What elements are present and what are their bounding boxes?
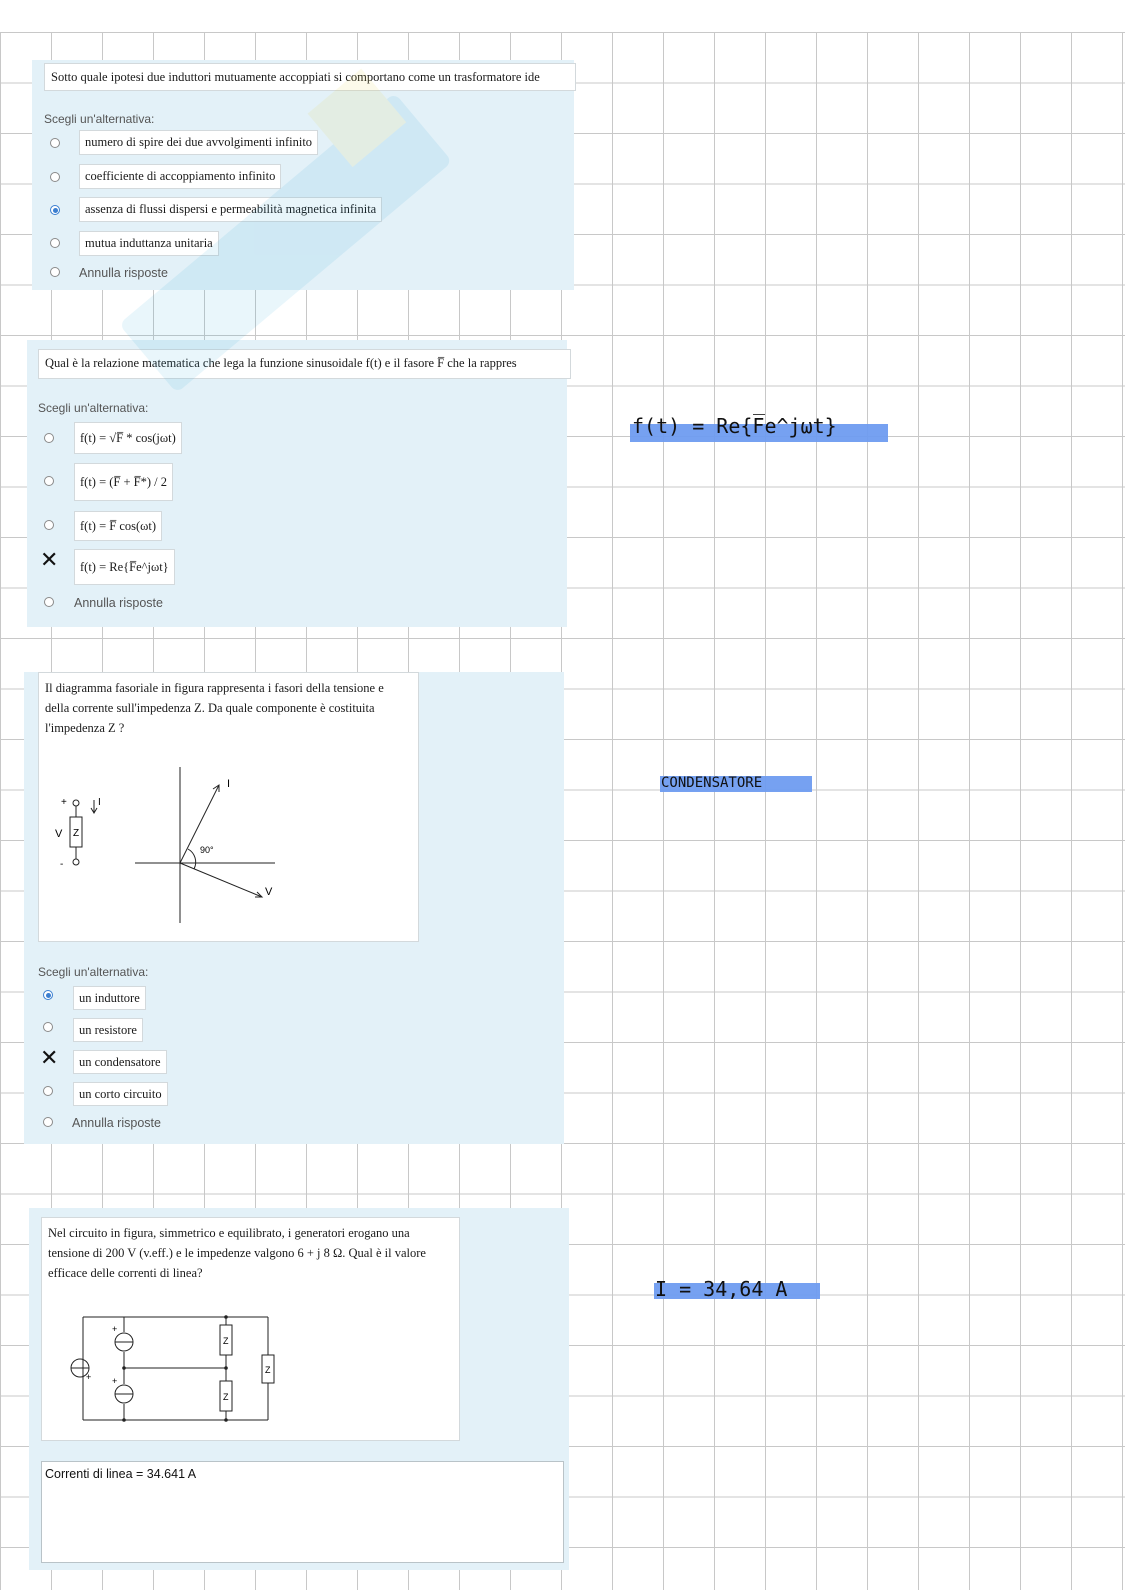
fig-i-label: I xyxy=(98,797,101,808)
q2-option-1-radio[interactable] xyxy=(44,433,54,443)
q1-option-1-radio[interactable] xyxy=(50,138,60,148)
q1-reset-radio[interactable] xyxy=(50,267,60,277)
q1-option-3-radio[interactable] xyxy=(50,205,60,215)
question-3-prompt: Scegli un'alternativa: xyxy=(38,965,149,979)
q3-option-1-radio[interactable] xyxy=(43,990,53,1000)
circuit-plus-1: + xyxy=(112,1324,118,1334)
phasor-v-label: V xyxy=(265,886,273,898)
circuit-plus-3: + xyxy=(86,1372,92,1382)
q3-option-4[interactable]: un corto circuito xyxy=(73,1082,168,1106)
q2-option-3[interactable]: f(t) = F̅ cos(ωt) xyxy=(74,511,162,541)
q1-option-4[interactable]: mutua induttanza unitaria xyxy=(79,231,219,256)
q1-option-3[interactable]: assenza di flussi dispersi e permeabilità magnetica infinita xyxy=(79,197,382,222)
phasor-i-label: I xyxy=(227,778,231,790)
q3-reset-radio[interactable] xyxy=(43,1117,53,1127)
fig-minus-label: - xyxy=(60,859,64,870)
q1-option-4-radio[interactable] xyxy=(50,238,60,248)
q3-option-2-radio[interactable] xyxy=(43,1022,53,1032)
circuit-z3-label: Z xyxy=(265,1365,271,1375)
question-2-prompt: Scegli un'alternativa: xyxy=(38,401,149,415)
circuit-z1-label: Z xyxy=(223,1336,229,1346)
question-3-text: Il diagramma fasoriale in figura rappresenta i fasori della tensione e della corrente sull'impedenza Z. Da quale componente è costituita l'impedenza Z ? xyxy=(39,674,417,738)
circuit-z2-label: Z xyxy=(223,1392,229,1402)
page-top-margin xyxy=(0,0,1125,32)
q2-option-2[interactable]: f(t) = (F̅ + F̅*) / 2 xyxy=(74,463,173,501)
three-phase-circuit-figure xyxy=(66,1305,281,1430)
q1-option-1[interactable]: numero di spire dei due avvolgimenti infinito xyxy=(79,130,318,155)
fig-v-label: V xyxy=(55,828,63,840)
q4-handwritten-answer: I = 34,64 A xyxy=(655,1277,788,1301)
q4-answer-textarea[interactable]: Correnti di linea = 34.641 A xyxy=(41,1461,564,1563)
q2-reset-link[interactable]: Annulla risposte xyxy=(74,596,163,610)
impedance-symbol-figure xyxy=(52,795,112,880)
q2-option-2-radio[interactable] xyxy=(44,476,54,486)
q3-option-2[interactable]: un resistore xyxy=(73,1018,143,1042)
question-1-text: Sotto quale ipotesi due induttori mutuamente accoppiati si comportano come un trasformatore ide xyxy=(44,63,576,91)
question-2-text: Qual è la relazione matematica che lega la funzione sinusoidale f(t) e il fasore F̅ che la rappres xyxy=(38,349,571,379)
q3-option-3[interactable]: un condensatore xyxy=(73,1050,167,1074)
q2-option-3-radio[interactable] xyxy=(44,520,54,530)
fig-z-label: Z xyxy=(73,828,80,839)
q3-handwritten-x-mark: ✕ xyxy=(40,1046,59,1071)
circuit-plus-2: + xyxy=(112,1376,118,1386)
fig-plus-label: + xyxy=(61,797,67,808)
question-4-text: Nel circuito in figura, simmetrico e equilibrato, i generatori erogano una tensione di 200 V (v.eff.) e le impedenze valgono 6 + j 8 Ω. Qual è il valore efficace delle correnti di linea? xyxy=(42,1219,458,1283)
q3-handwritten-answer: CONDENSATORE xyxy=(661,775,763,791)
q3-option-1[interactable]: un induttore xyxy=(73,986,146,1010)
q1-option-2[interactable]: coefficiente di accoppiamento infinito xyxy=(79,164,281,189)
q3-option-4-radio[interactable] xyxy=(43,1086,53,1096)
q2-option-1[interactable]: f(t) = √F̅ * cos(jωt) xyxy=(74,422,182,454)
q2-option-4[interactable]: f(t) = Re{F̅e^jωt} xyxy=(74,549,175,585)
q3-reset-link[interactable]: Annulla risposte xyxy=(72,1116,161,1130)
q1-option-2-radio[interactable] xyxy=(50,172,60,182)
phasor-diagram-figure xyxy=(130,765,290,925)
phasor-angle-label: 90° xyxy=(200,845,214,855)
q2-handwritten-x-mark: ✕ xyxy=(40,548,59,573)
q2-handwritten-answer: f(t) = Re{F̅e^jωt} xyxy=(632,414,837,438)
question-1-prompt: Scegli un'alternativa: xyxy=(44,112,155,126)
q2-reset-radio[interactable] xyxy=(44,597,54,607)
q1-reset-link[interactable]: Annulla risposte xyxy=(79,266,168,280)
